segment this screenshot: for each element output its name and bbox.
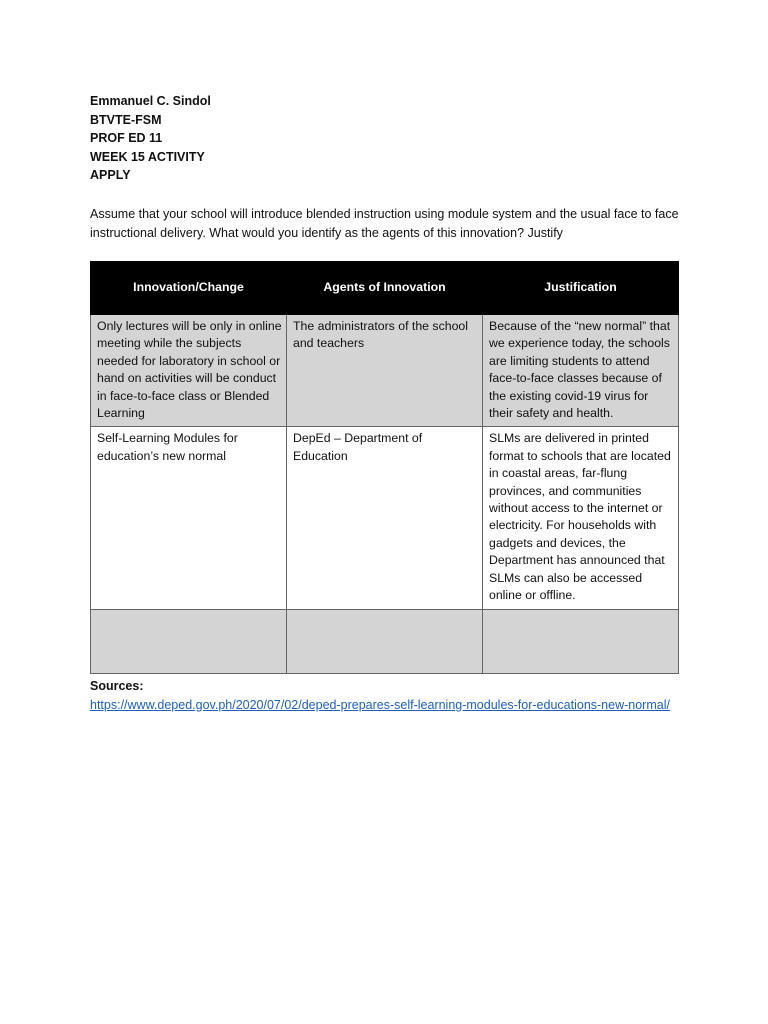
source-link[interactable]: https://www.deped.gov.ph/2020/07/02/deped-prepares-self-learning-modules-for-educations-new-normal/	[90, 697, 670, 712]
student-name: Emmanuel C. Sindol	[90, 94, 211, 108]
innovation-table	[90, 261, 679, 674]
sources-label: Sources:	[90, 679, 144, 693]
course-code: PROF ED 11	[90, 131, 163, 146]
table-row	[91, 427, 679, 609]
activity-section: APPLY	[90, 168, 131, 183]
table-row	[91, 315, 679, 427]
sources-section	[90, 677, 680, 714]
table-cell-justification: SLMs are delivered in printed format to schools that are located in coastal areas, far-flung provinces, and communities without access to the internet or electricity. For households with gadgets and devices, the Department has announced that SLMs can also be accessed online or offline.	[483, 427, 679, 609]
activity-prompt: Assume that your school will introduce blended instruction using module system and the usual face to face instructional delivery. What would you identify as the agents of this innovation? Justify	[90, 207, 679, 240]
column-header-justification: Justification	[483, 262, 679, 315]
column-header-innovation: Innovation/Change	[91, 262, 287, 315]
table-header-row	[91, 262, 679, 315]
student-header	[90, 92, 211, 185]
activity-title: WEEK 15 ACTIVITY	[90, 149, 205, 164]
table-cell-innovation: Only lectures will be only in online meeting while the subjects needed for laboratory in school or hand on activities will be conduct in face-to-face class or Blended Learning	[91, 315, 287, 427]
table-cell-innovation: Self-Learning Modules for education’s new normal	[91, 427, 287, 609]
column-header-agents: Agents of Innovation	[287, 262, 483, 315]
table-cell-justification: Because of the “new normal” that we experience today, the schools are limiting students to attend face-to-face classes because of the existing covid-19 virus for their safety and health.	[483, 315, 679, 427]
table-cell-innovation	[91, 609, 287, 673]
table-cell-justification	[483, 609, 679, 673]
table-cell-agents: The administrators of the school and teachers	[287, 315, 483, 427]
table-row	[91, 609, 679, 673]
program-code: BTVTE-FSM	[90, 112, 162, 127]
table-cell-agents	[287, 609, 483, 673]
table-cell-agents: DepEd – Department of Education	[287, 427, 483, 609]
